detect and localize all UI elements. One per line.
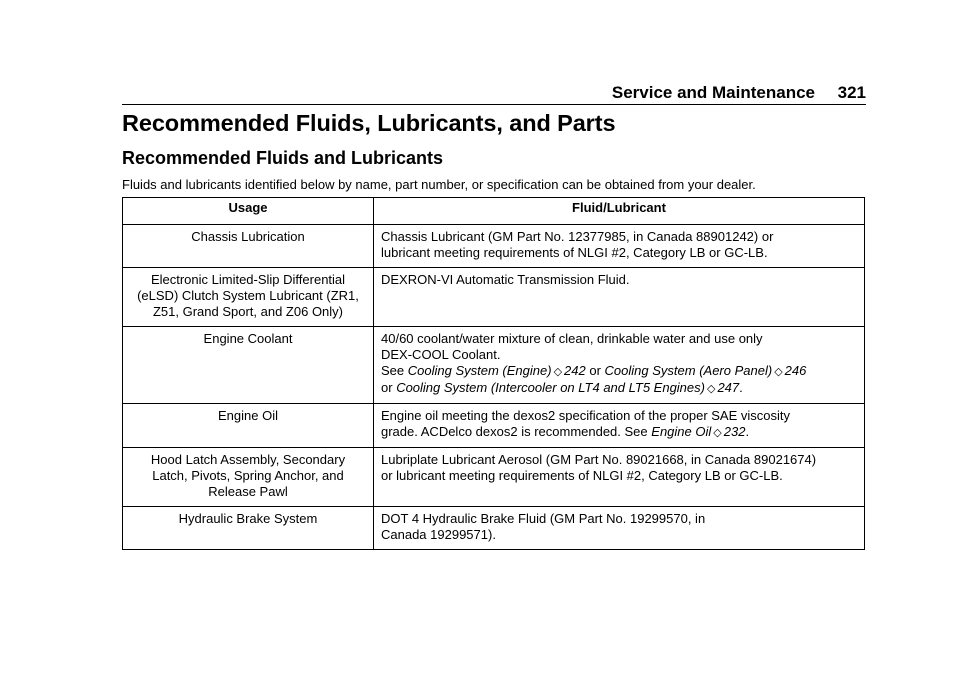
fluid-line: 40/60 coolant/water mixture of clean, drinkable water and use only [381, 331, 763, 346]
fluid-line: or lubricant meeting requirements of NLGI #2, Category LB or GC-LB. [381, 468, 783, 483]
cross-reference-link[interactable]: Cooling System (Intercooler on LT4 and LT5 Engines) [396, 380, 705, 395]
or-word: or [381, 380, 393, 395]
column-header-fluid: Fluid/Lubricant [374, 198, 865, 225]
usage-cell: Chassis Lubrication [123, 225, 374, 268]
sentence-end: . [745, 424, 750, 439]
fluid-line: lubricant meeting requirements of NLGI #2, Category LB or GC-LB. [381, 245, 768, 260]
page-ref[interactable]: 247 [717, 380, 740, 395]
section-subtitle: Recommended Fluids and Lubricants [122, 148, 444, 168]
page-reference-icon: ◇ [706, 383, 716, 395]
see-line [381, 380, 860, 397]
fluid-cell [374, 448, 865, 507]
fluid-line: Canada 19299571). [381, 527, 496, 542]
usage-cell: Engine Oil [123, 404, 374, 448]
cross-reference-link[interactable]: Cooling System (Aero Panel) [604, 363, 773, 378]
sentence-end: . [739, 380, 743, 395]
column-header-usage: Usage [123, 198, 374, 225]
page-reference-icon: ◇ [713, 427, 722, 439]
usage-cell: Engine Coolant [123, 327, 374, 404]
page-ref[interactable]: 232 [723, 424, 746, 439]
page-ref[interactable]: 242 [564, 363, 586, 378]
fluid-cell [374, 507, 865, 550]
usage-cell: Hood Latch Assembly, Secondary Latch, Pivots, Spring Anchor, and Release Pawl [123, 448, 374, 507]
fluid-cell [374, 225, 865, 268]
table-row [123, 404, 865, 448]
cross-reference-link[interactable]: Engine Oil [651, 424, 712, 439]
page-reference-icon: ◇ [553, 366, 563, 378]
or-word: or [589, 363, 601, 378]
page-ref[interactable]: 246 [784, 363, 807, 378]
intro-paragraph: Fluids and lubricants identified below by name, part number, or specification can be obtained from your dealer. [122, 177, 756, 192]
table-row [123, 225, 865, 268]
usage-cell: Electronic Limited-Slip Differential (eLSD) Clutch System Lubricant (ZR1, Z51, Grand Sport, and Z06 Only) [123, 268, 374, 327]
fluid-line [381, 424, 860, 441]
table-header-row [123, 198, 865, 225]
fluid-line: DEX-COOL Coolant. [381, 347, 501, 362]
fluid-cell [374, 404, 865, 448]
header-section-title: Service and Maintenance [611, 83, 815, 102]
page-reference-icon: ◇ [774, 366, 783, 378]
see-word: See [381, 363, 405, 378]
table-row [123, 268, 865, 327]
table-row [123, 448, 865, 507]
table-row [123, 327, 865, 404]
see-line [381, 363, 860, 380]
cross-reference-link[interactable]: Cooling System (Engine) [407, 363, 552, 378]
table-row [123, 507, 865, 550]
page-title: Recommended Fluids, Lubricants, and Parts [122, 110, 616, 136]
fluid-cell [374, 268, 865, 327]
fluid-line: Lubriplate Lubricant Aerosol (GM Part No. 89021668, in Canada 89021674) [381, 452, 817, 467]
fluid-tail: grade. ACDelco dexos2 is recommended. See [381, 424, 648, 439]
fluid-line: Engine oil meeting the dexos2 specification of the proper SAE viscosity [381, 408, 791, 423]
page-number: 321 [837, 83, 866, 102]
fluid-cell [374, 327, 865, 404]
fluid-line: DEXRON-VI Automatic Transmission Fluid. [381, 272, 630, 287]
usage-cell: Hydraulic Brake System [123, 507, 374, 550]
fluids-table [122, 197, 865, 550]
running-header [122, 82, 866, 105]
fluid-line: Chassis Lubricant (GM Part No. 12377985, in Canada 88901242) or [381, 229, 774, 244]
fluid-line: DOT 4 Hydraulic Brake Fluid (GM Part No. 19299570, in [381, 511, 706, 526]
